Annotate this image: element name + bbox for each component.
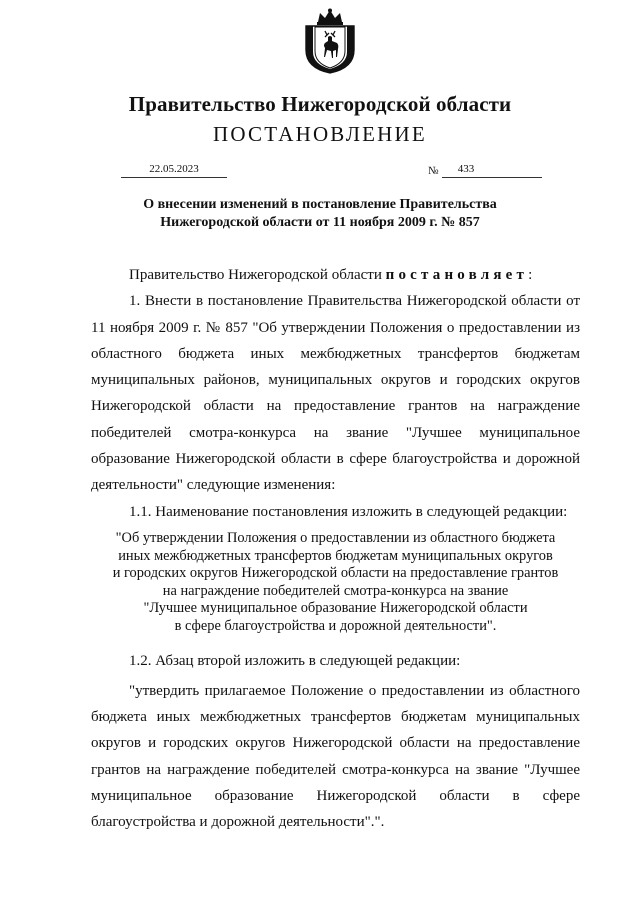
item-1-1-paragraph: 1.1. Наименование постановления изложить в следующей редакции: — [129, 503, 568, 520]
document-number: 433 — [457, 163, 475, 175]
document-body — [91, 262, 580, 836]
subject-line-1: О внесении изменений в постановление Правительства — [143, 197, 497, 212]
intro-emphasis: постановляет — [385, 267, 529, 283]
intro-prefix: Правительство Нижегородской области — [129, 267, 386, 283]
document-subject — [90, 196, 550, 232]
quote-line: на награждение победителей смотра-конкурса на звание — [162, 582, 509, 599]
quote-line: иных межбюджетных трансфертов бюджетам муниципальных округов — [118, 547, 553, 564]
quote-line: в сфере благоустройства и дорожной деятельности". — [174, 617, 497, 634]
number-underline — [442, 177, 542, 178]
document-type: ПОСТАНОВЛЕНИЕ — [213, 122, 427, 146]
item-1-2-paragraph: 1.2. Абзац второй изложить в следующей редакции: — [129, 652, 461, 669]
quote-line: "Об утверждении Положения о предоставлении из областного бюджета — [115, 529, 556, 546]
number-sign: № — [428, 165, 439, 177]
item-1-paragraph: 1. Внести в постановление Правительства Нижегородской области от 11 ноября 2009 г. № 857 "Об утверждении Положения о предоставлении из областного бюджета иных межбюджетных трансфертов бюджетам муниципальных районов, муниципальных округов и городских округов Нижегородской области на предоставление грантов на награждение победителей смотра-конкурса на звание "Лучшее муниципальное образование Нижегородской области в сфере благоустройства и дорожной деятельности" следующие изменения: — [91, 293, 580, 494]
document-date: 22.05.2023 — [149, 163, 199, 175]
final-paragraph: "утвердить прилагаемое Положение о предоставлении из областного бюджета иных межбюджетных трансфертов бюджетам муниципальных округов и городских округов Нижегородской области на предоставление грантов на награждение победителей смотра-конкурса на звание "Лучшее муниципальное образование Нижегородской области в сфере благоустройства и дорожной деятельности".". — [91, 682, 580, 831]
coat-of-arms-icon — [303, 8, 357, 74]
date-underline — [121, 177, 227, 178]
quote-line: "Лучшее муниципальное образование Нижегородской области — [143, 600, 528, 617]
quote-line: и городских округов Нижегородской области на предоставление грантов — [112, 565, 559, 582]
intro-paragraph — [91, 262, 580, 288]
subject-line-2: Нижегородской области от 11 ноября 2009 г. № 857 — [160, 215, 480, 230]
government-title: Правительство Нижегородской области — [128, 92, 512, 116]
quoted-title-block — [91, 530, 580, 636]
intro-suffix: : — [528, 267, 533, 283]
